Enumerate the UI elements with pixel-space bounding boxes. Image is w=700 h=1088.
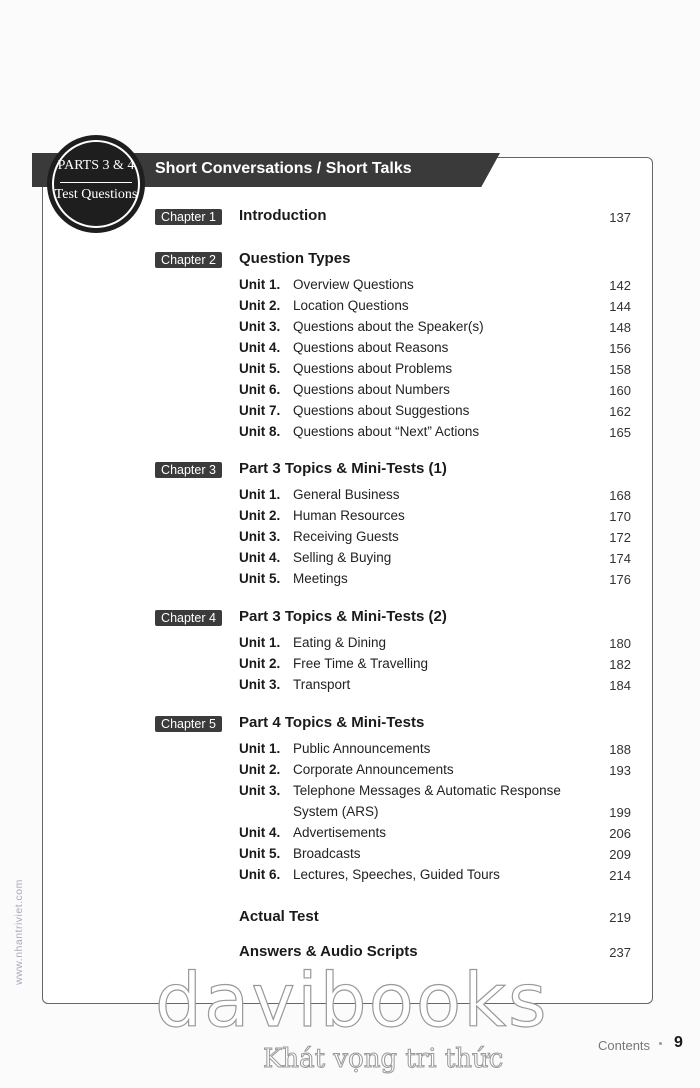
page-number: 144 [609,299,631,314]
unit-number: Unit 1. [239,277,281,292]
unit-number: Unit 8. [239,424,281,439]
unit-number: Unit 2. [239,508,281,523]
page-number: 162 [609,404,631,419]
unit-title[interactable]: Selling & Buying [293,550,392,565]
unit-number: Unit 1. [239,487,281,502]
page-number: 170 [609,509,631,524]
watermark-logo: davibooks [155,958,549,1044]
unit-number: Unit 1. [239,635,281,650]
page-number: 199 [609,805,631,820]
parts-badge-ring [52,140,140,228]
badge-test-label: Test Questions [54,187,138,202]
badge-parts-label: PARTS 3 & 4 [57,158,135,173]
page-number: 165 [609,425,631,440]
unit-title[interactable]: Free Time & Travelling [293,656,429,671]
unit-title[interactable]: Questions about Suggestions [293,403,470,418]
unit-number: Unit 4. [239,825,281,840]
badge-divider [60,182,132,183]
chapter-title[interactable]: Part 3 Topics & Mini-Tests (2) [239,608,447,625]
chapter-label: Chapter 3 [155,462,222,478]
chapter-title[interactable]: Part 3 Topics & Mini-Tests (1) [239,460,447,477]
unit-title-continued[interactable]: System (ARS) [293,804,379,819]
unit-number: Unit 3. [239,783,281,798]
page-number: 209 [609,847,631,862]
page-number: 193 [609,763,631,778]
unit-title[interactable]: Telephone Messages & Automatic Response [293,783,561,798]
watermark-tagline: Khát vọng tri thức [263,1044,504,1074]
unit-title[interactable]: Transport [293,677,351,692]
unit-number: Unit 7. [239,403,281,418]
chapter-label: Chapter 5 [155,716,222,732]
unit-number: Unit 6. [239,867,281,882]
unit-title[interactable]: Receiving Guests [293,529,399,544]
page-number: 206 [609,826,631,841]
page-number: 180 [609,636,631,651]
page-number: 168 [609,488,631,503]
page-number: 182 [609,657,631,672]
chapter-label: Chapter 4 [155,610,222,626]
page-number: 160 [609,383,631,398]
page-number: 184 [609,678,631,693]
page-number: 176 [609,572,631,587]
unit-number: Unit 5. [239,571,281,586]
unit-number: Unit 2. [239,298,281,313]
unit-title[interactable]: Human Resources [293,508,405,523]
page-number: 188 [609,742,631,757]
section-title: Short Conversations / Short Talks [155,160,412,177]
footer-contents-label: Contents [598,1038,651,1053]
side-url-watermark: www.nhantriviet.com [12,879,25,985]
page-number: 148 [609,320,631,335]
page-number: 158 [609,362,631,377]
unit-title[interactable]: Broadcasts [293,846,361,861]
unit-title[interactable]: Corporate Announcements [293,762,454,777]
answers-title[interactable]: Answers & Audio Scripts [239,943,418,960]
unit-title[interactable]: Questions about the Speaker(s) [293,319,484,334]
chapter-label: Chapter 1 [155,209,222,225]
unit-number: Unit 2. [239,656,281,671]
page-number: 174 [609,551,631,566]
page-number: 156 [609,341,631,356]
footer-page-number: 9 [674,1034,683,1051]
unit-title[interactable]: Advertisements [293,825,387,840]
unit-number: Unit 4. [239,340,281,355]
unit-number: Unit 3. [239,529,281,544]
actual-test-title[interactable]: Actual Test [239,908,319,925]
page-number: 219 [609,910,631,925]
unit-number: Unit 1. [239,741,281,756]
unit-title[interactable]: Eating & Dining [293,635,387,650]
unit-title[interactable]: Questions about Numbers [293,382,450,397]
unit-number: Unit 5. [239,361,281,376]
chapter-title[interactable]: Question Types [239,250,351,267]
unit-title[interactable]: Questions about Problems [293,361,453,376]
unit-number: Unit 2. [239,762,281,777]
page-number: 137 [609,210,631,225]
chapter-label: Chapter 2 [155,252,222,268]
page-number: 172 [609,530,631,545]
page-number: 214 [609,868,631,883]
unit-title[interactable]: Location Questions [293,298,409,313]
unit-title[interactable]: Questions about Reasons [293,340,449,355]
unit-title[interactable]: General Business [293,487,400,502]
page-number: 237 [609,945,631,960]
unit-title[interactable]: Public Announcements [293,741,431,756]
unit-title[interactable]: Lectures, Speeches, Guided Tours [293,867,500,882]
chapter-title[interactable]: Part 4 Topics & Mini-Tests [239,714,425,731]
chapter-title[interactable]: Introduction [239,207,327,224]
unit-number: Unit 5. [239,846,281,861]
page-number: 142 [609,278,631,293]
unit-title[interactable]: Questions about “Next” Actions [293,424,480,439]
unit-number: Unit 6. [239,382,281,397]
unit-title[interactable]: Meetings [293,571,348,586]
unit-title[interactable]: Overview Questions [293,277,414,292]
unit-number: Unit 3. [239,319,281,334]
unit-number: Unit 4. [239,550,281,565]
unit-number: Unit 3. [239,677,281,692]
footer-dot [659,1042,662,1045]
